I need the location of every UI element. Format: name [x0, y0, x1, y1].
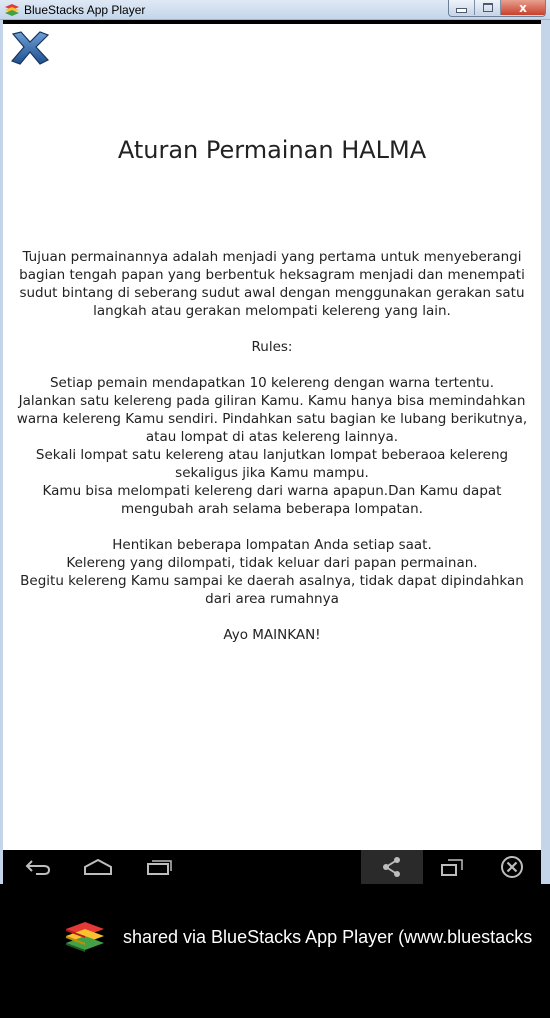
rules-line: langkah atau gerakan melompati kelereng yang lain. — [93, 303, 451, 319]
recent-apps-button[interactable] — [143, 850, 177, 884]
rules-line: Tujuan permainannya adalah menjadi yang pertama untuk menyeberangi — [22, 249, 522, 265]
paragraph-gap — [3, 518, 541, 536]
back-icon — [24, 858, 52, 876]
android-nav-bar — [3, 850, 541, 884]
close-icon[interactable] — [9, 30, 51, 66]
window-titlebar[interactable] — [0, 0, 550, 20]
paragraph-gap — [3, 320, 541, 338]
rules-line: Hentikan beberapa lompatan Anda setiap saat. — [112, 537, 432, 553]
close-app-button[interactable] — [495, 850, 529, 884]
rules-line: warna kelereng Kamu sendiri. Pindahkan satu bagian ke lubang berikutnya, — [16, 411, 528, 427]
bluestacks-app-icon — [4, 3, 20, 17]
close-circle-icon — [500, 855, 524, 879]
rules-line: Sekali lompat satu kelereng atau lanjutkan lompat beberaoa kelereng — [35, 447, 509, 463]
rules-line: Jalankan satu kelereng pada giliran Kamu. Kamu hanya bisa memindahkan — [18, 393, 526, 409]
window-close-button[interactable] — [501, 0, 545, 15]
window-close-icon: x — [519, 0, 527, 15]
share-button[interactable] — [375, 850, 409, 884]
rotate-button[interactable] — [435, 850, 469, 884]
rules-line: Kamu bisa melompati kelereng dari warna apapun.Dan Kamu dapat — [42, 483, 502, 499]
share-footer — [0, 884, 550, 1018]
back-button[interactable] — [21, 850, 55, 884]
window-title: BlueStacks App Player — [24, 3, 146, 17]
rules-line: Setiap pemain mendapatkan 10 kelereng dengan warna tertentu. — [49, 375, 495, 391]
footer-share-text: shared via BlueStacks App Player (www.bluestacks — [123, 927, 533, 947]
home-icon — [83, 858, 113, 876]
rules-text — [3, 248, 541, 644]
bluestacks-logo-icon — [64, 920, 106, 954]
home-button[interactable] — [81, 850, 115, 884]
rules-line: Kelereng yang dilompati, tidak keluar dari papan permainan. — [66, 555, 478, 571]
rules-line: sekaligus jika Kamu mampu. — [175, 465, 369, 481]
recent-apps-icon — [146, 858, 174, 876]
share-icon — [381, 856, 403, 878]
minimize-icon — [456, 8, 467, 13]
rotate-icon — [440, 857, 464, 877]
window-frame-right — [541, 20, 550, 884]
rules-line: sudut bintang di seberang sudut awal dengan menggunakan gerakan satu — [19, 285, 525, 301]
maximize-button[interactable] — [475, 0, 501, 15]
paragraph-gap — [3, 356, 541, 374]
rules-line: atau lompat di atas kelereng lainnya. — [145, 429, 399, 445]
window-controls — [448, 0, 546, 17]
rules-line: Rules: — [251, 339, 293, 355]
paragraph-gap — [3, 608, 541, 626]
app-content — [3, 24, 541, 850]
maximize-icon — [483, 3, 493, 12]
page-title: Aturan Permainan HALMA — [117, 136, 427, 164]
rules-line: bagian tengah papan yang berbentuk heksagram menjadi dan menempati — [19, 267, 525, 283]
rules-line: mengubah arah selama beberapa lompatan. — [121, 501, 423, 517]
rules-line: Ayo MAINKAN! — [223, 627, 321, 643]
rules-line: Begitu kelereng Kamu sampai ke daerah asalnya, tidak dapat dipindahkan — [20, 573, 524, 589]
minimize-button[interactable] — [449, 0, 475, 15]
rules-line: dari area rumahnya — [205, 591, 339, 607]
